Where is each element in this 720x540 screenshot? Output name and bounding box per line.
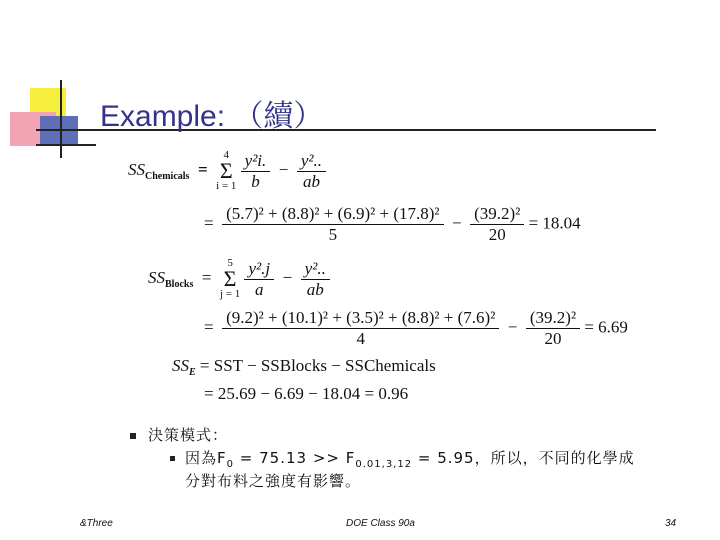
ss-blocks-computation: = $\frac{\text{(9.2)² + (10.1)² + (3.5)² + (8.8)² + (7.6)²}}{4}$ − $\frac{\text{(39.2)²}}{20}$ = 6.69 [204,308,628,348]
slide-title: Example: （續） [100,100,324,133]
footer-left: &Three [80,518,113,529]
sub-bullet-marker [170,456,175,461]
summation-symbol: 4 Σ i = 1 [216,149,237,192]
ss-chemicals-definition: $SS_{Chemicals} = 4$ Σ i = 1 $\frac{\text{y²i.}}{b}$ − $\frac{\text{y²..}}{ab}$ [128,150,326,192]
bullet-decision-heading: 決策模式： [148,426,229,444]
bullet-conclusion-line1: 因為$F_0 = 75.13 >> F_{0.01,3,12} = 5.95$，所以，不同的化學成 [185,449,635,470]
bullet-marker [130,433,136,439]
sse-definition: $SS_E$ = SST − SSBlocks − SSChemicals [172,356,436,378]
footer-center: DOE Class 90a [346,518,415,529]
page-number: 34 [665,518,677,529]
sse-computation: = 25.69 − 6.69 − 18.04 = 0.96 [204,384,409,403]
bullet-conclusion-line2: 分對布料之強度有影響。 [185,472,362,490]
ss-chemicals-computation: = $\frac{\text{(5.7)² + (8.8)² + (6.9)² + (17.8)²}}{5}$ − $\frac{\text{(39.2)²}}{20}$ = 18.04 [204,204,581,244]
decor-horizontal-line [36,144,96,146]
decor-blue-square [40,116,78,146]
summation-symbol: 5 Σ j = 1 [219,257,241,300]
ss-blocks-definition: $SS_{Blocks} = 5$ Σ j = 1 $\frac{\text{y².j}}{a}$ − $\frac{\text{y²..}}{ab}$ [148,258,330,300]
decor-vertical-line [60,80,62,158]
